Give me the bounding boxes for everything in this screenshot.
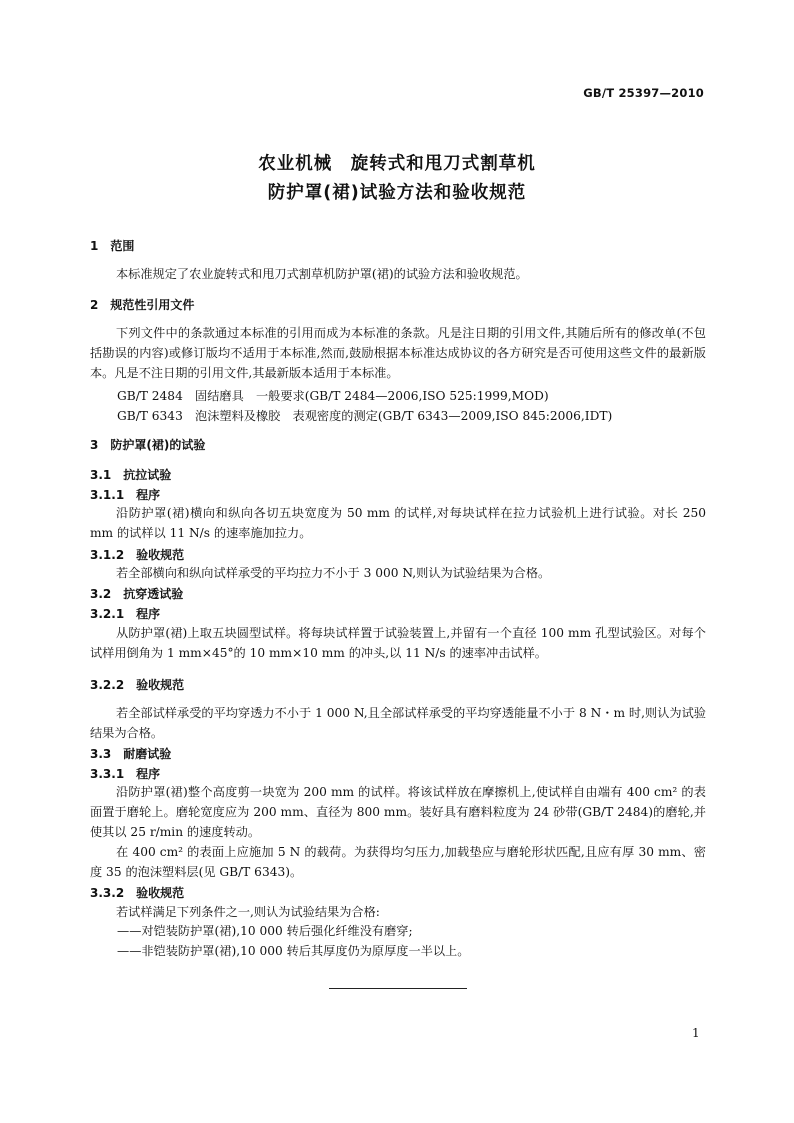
reference-gbt6343: GB/T 6343 泡沫塑料及橡胶 表观密度的测定(GB/T 6343—2009,ISO 845:2006,IDT) xyxy=(117,409,613,423)
section-1-heading: 1 范围 xyxy=(90,239,135,253)
section-3-1-heading: 3.1 抗拉试验 xyxy=(90,468,172,482)
section-1-paragraph: 本标准规定了农业旋转式和甩刀式割草机防护罩(裙)的试验方法和验收规范。 xyxy=(116,267,528,281)
section-3-1-2-paragraph: 若全部横向和纵向试样承受的平均拉力不小于 3 000 N,则认为试验结果为合格。 xyxy=(116,566,551,580)
section-3-3-1-heading: 3.3.1 程序 xyxy=(90,767,161,781)
section-3-1-1-paragraph: 沿防护罩(裙)横向和纵向各切五块宽度为 50 mm 的试样,对每块试样在拉力试验机上进行试验。对长 250 mm 的试样以 11 N/s 的速率施加拉力。 xyxy=(90,506,706,540)
section-3-3-2-paragraph: 若试样满足下列条件之一,则认为试验结果为合格: xyxy=(116,905,380,919)
section-3-2-2-heading: 3.2.2 验收规范 xyxy=(90,678,185,692)
section-3-heading: 3 防护罩(裙)的试验 xyxy=(90,438,206,452)
section-3-3-1-paragraph-1: 沿防护罩(裙)整个高度剪一块宽为 200 mm 的试样。将该试样放在摩擦机上,使试样自由端有 400 cm² 的表面置于磨轮上。磨轮宽度应为 200 mm、直径为 800 mm。装好具有磨料粒度为 24 砂带(GB/T 2484)的磨轮,并使其以 25 r/min 的速度转动。 xyxy=(90,785,706,839)
criteria-item-non-armored: ——非铠装防护罩(裙),10 000 转后其厚度仍为原厚度一半以上。 xyxy=(117,944,470,958)
document-title-line1: 农业机械 旋转式和甩刀式割草机 xyxy=(258,154,536,174)
section-3-2-1-heading: 3.2.1 程序 xyxy=(90,607,161,621)
section-3-2-2-paragraph: 若全部试样承受的平均穿透力不小于 1 000 N,且全部试样承受的平均穿透能量不小于 8 N・m 时,则认为试验结果为合格。 xyxy=(90,706,706,740)
section-3-1-2-heading: 3.1.2 验收规范 xyxy=(90,548,185,562)
document-title-line2: 防护罩(裙)试验方法和验收规范 xyxy=(267,183,527,203)
section-3-3-heading: 3.3 耐磨试验 xyxy=(90,747,172,761)
standard-code: GB/T 25397—2010 xyxy=(583,86,704,100)
reference-gbt2484: GB/T 2484 固结磨具 一般要求(GB/T 2484—2006,ISO 525:1999,MOD) xyxy=(117,389,549,403)
section-3-1-1-heading: 3.1.1 程序 xyxy=(90,488,161,502)
section-2-heading: 2 规范性引用文件 xyxy=(90,298,195,312)
section-2-paragraph: 下列文件中的条款通过本标准的引用而成为本标准的条款。凡是注日期的引用文件,其随后所有的修改单(不包括勘误的内容)或修订版均不适用于本标准,然而,鼓励根据本标准达成协议的各方研究是否可使用这些文件的最新版本。凡是不注日期的引用文件,其最新版本适用于本标准。 xyxy=(90,326,706,380)
section-3-3-1-paragraph-2: 在 400 cm² 的表面上应施加 5 N 的载荷。为获得均匀压力,加载垫应与磨轮形状匹配,且应有厚 30 mm、密度 35 的泡沫塑料层(见 GB/T 6343)。 xyxy=(90,845,706,879)
section-3-2-heading: 3.2 抗穿透试验 xyxy=(90,587,184,601)
end-rule xyxy=(329,988,467,989)
criteria-item-armored: ——对铠装防护罩(裙),10 000 转后强化纤维没有磨穿; xyxy=(117,924,413,938)
section-3-3-2-heading: 3.3.2 验收规范 xyxy=(90,886,185,900)
section-3-2-1-paragraph: 从防护罩(裙)上取五块圆型试样。将每块试样置于试验装置上,并留有一个直径 100 mm 孔型试验区。对每个试样用倒角为 1 mm×45°的 10 mm×10 mm 的冲头,以 11 N/s 的速率冲击试样。 xyxy=(90,626,706,660)
page-number: 1 xyxy=(692,1026,700,1040)
